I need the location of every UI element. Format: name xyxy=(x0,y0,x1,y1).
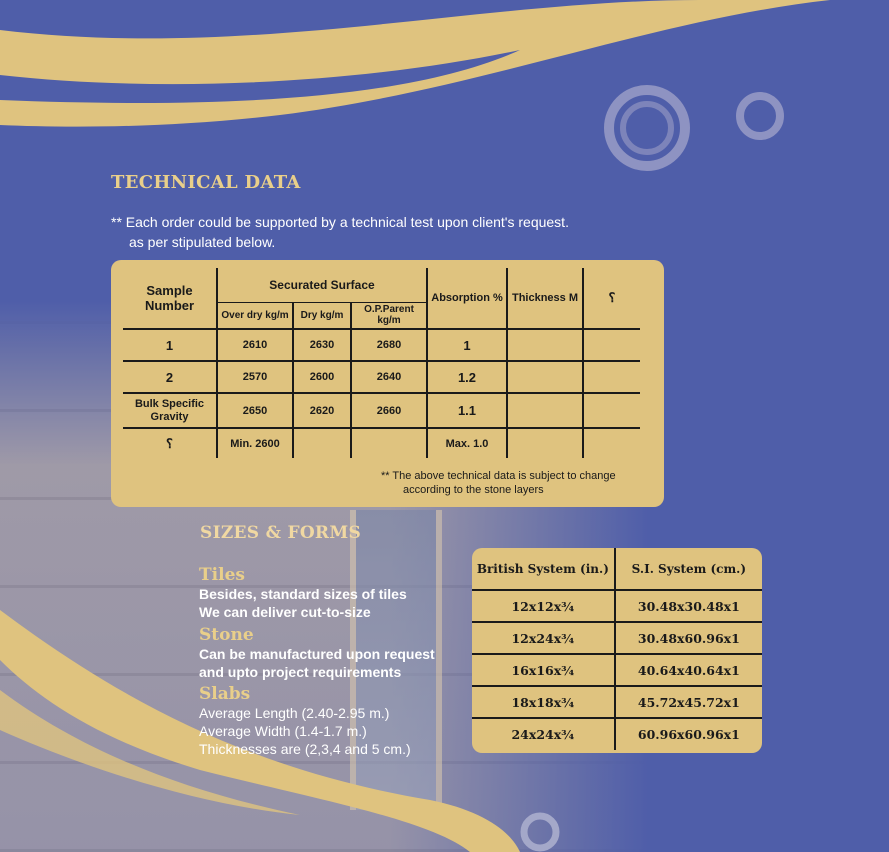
ring-small xyxy=(740,96,780,136)
table-row xyxy=(472,718,762,750)
col-si-system: S.I. System (cm.) xyxy=(615,548,762,590)
cell-extra xyxy=(583,428,640,458)
cell-op: 2660 xyxy=(351,393,427,428)
table-row xyxy=(472,686,762,718)
slabs-text xyxy=(199,704,411,758)
cell-thickness xyxy=(507,428,583,458)
row-label: 1 xyxy=(123,329,217,361)
top-swoosh xyxy=(0,0,830,127)
cell-absorption: 1.2 xyxy=(427,361,507,393)
note-line-1: ** The above technical data is subject to change xyxy=(381,470,616,482)
col-over-dry: Over dry kg/m xyxy=(217,302,293,329)
ring-bottom xyxy=(524,816,556,848)
table-row xyxy=(472,622,762,654)
cell-dry: 2620 xyxy=(293,393,351,428)
cell-absorption: Max. 1.0 xyxy=(427,428,507,458)
col-absorption: Absorption % xyxy=(427,268,507,329)
slabs-title: Slabs xyxy=(199,684,251,704)
col-british-system: British System (in.) xyxy=(472,548,615,590)
cell-si: 60.96x60.96x1 xyxy=(637,727,740,742)
stone-title: Stone xyxy=(199,625,254,645)
col-securated-surface: Securated Surface xyxy=(217,268,427,302)
cell-over-dry: Min. 2600 xyxy=(217,428,293,458)
col-sample-number: Sample Number xyxy=(123,268,217,329)
cell-dry: 2600 xyxy=(293,361,351,393)
cell-over-dry: 2610 xyxy=(217,329,293,361)
technical-data-heading: TECHNICAL DATA xyxy=(111,172,301,193)
intro-line-1: ** Each order could be supported by a technical test upon client's request. xyxy=(111,214,569,230)
cell-thickness xyxy=(507,329,583,361)
cell-si: 45.72x45.72x1 xyxy=(615,686,762,718)
cell-dry: 2630 xyxy=(293,329,351,361)
technical-data-panel xyxy=(111,260,664,507)
cell-british: 12x12x¾ xyxy=(472,590,615,622)
row-label: 2 xyxy=(123,361,217,393)
cell-op: 2640 xyxy=(351,361,427,393)
row-label: Bulk Specific Gravity xyxy=(123,393,217,428)
stone-line: Can be manufactured upon request xyxy=(199,646,435,662)
table-row xyxy=(123,428,640,458)
intro-line-2: as per stipulated below. xyxy=(129,234,276,250)
table-row xyxy=(472,654,762,686)
row-label: ؟ xyxy=(123,428,217,458)
cell-absorption: 1 xyxy=(427,329,507,361)
note-line-2: according to the stone layers xyxy=(403,484,544,496)
technical-data-table xyxy=(123,268,640,458)
slabs-line: Average Width (1.4-1.7 m.) xyxy=(199,723,367,739)
slabs-line: Average Length (2.40-2.95 m.) xyxy=(199,705,390,721)
cell-si: 30.48x30.48x1 xyxy=(615,590,762,622)
cell-si: 40.64x40.64x1 xyxy=(615,654,762,686)
cell-extra xyxy=(583,393,640,428)
cell-british: 18x18x¾ xyxy=(472,686,615,718)
cell-thickness xyxy=(507,361,583,393)
tiles-text xyxy=(199,585,407,621)
col-thickness: Thickness M xyxy=(507,268,583,329)
cell-op xyxy=(351,428,427,458)
cell-absorption: 1.1 xyxy=(427,393,507,428)
col-dry: Dry kg/m xyxy=(293,302,351,329)
sizes-panel xyxy=(472,548,762,753)
sizes-table xyxy=(472,548,762,750)
cell-over-dry: 2650 xyxy=(217,393,293,428)
technical-intro xyxy=(111,212,569,252)
col-extra: ؟ xyxy=(583,268,640,329)
slabs-line: Thicknesses are (2,3,4 and 5 cm.) xyxy=(199,741,411,757)
cell-extra xyxy=(583,329,640,361)
stone-text xyxy=(199,645,435,681)
table-row xyxy=(123,329,640,361)
cell-thickness xyxy=(507,393,583,428)
cell-extra xyxy=(583,361,640,393)
col-op-parent: O.P.Parent kg/m xyxy=(351,302,427,329)
cell-si: 30.48x60.96x1 xyxy=(615,622,762,654)
table-row xyxy=(123,361,640,393)
cell-dry xyxy=(293,428,351,458)
tiles-line: Besides, standard sizes of tiles xyxy=(199,586,407,602)
technical-note xyxy=(381,469,661,497)
table-row xyxy=(472,590,762,622)
tiles-title: Tiles xyxy=(199,565,245,585)
tiles-line: We can deliver cut-to-size xyxy=(199,604,371,620)
ring-large-inner xyxy=(623,104,671,152)
cell-british: 24x24x¾ xyxy=(472,718,615,750)
cell-over-dry: 2570 xyxy=(217,361,293,393)
cell-op: 2680 xyxy=(351,329,427,361)
cell-british: 12x24x¾ xyxy=(472,622,615,654)
stone-line: and upto project requirements xyxy=(199,664,402,680)
sizes-forms-heading: SIZES & FORMS xyxy=(200,523,362,543)
cell-british: 16x16x¾ xyxy=(472,654,615,686)
table-row xyxy=(123,393,640,428)
